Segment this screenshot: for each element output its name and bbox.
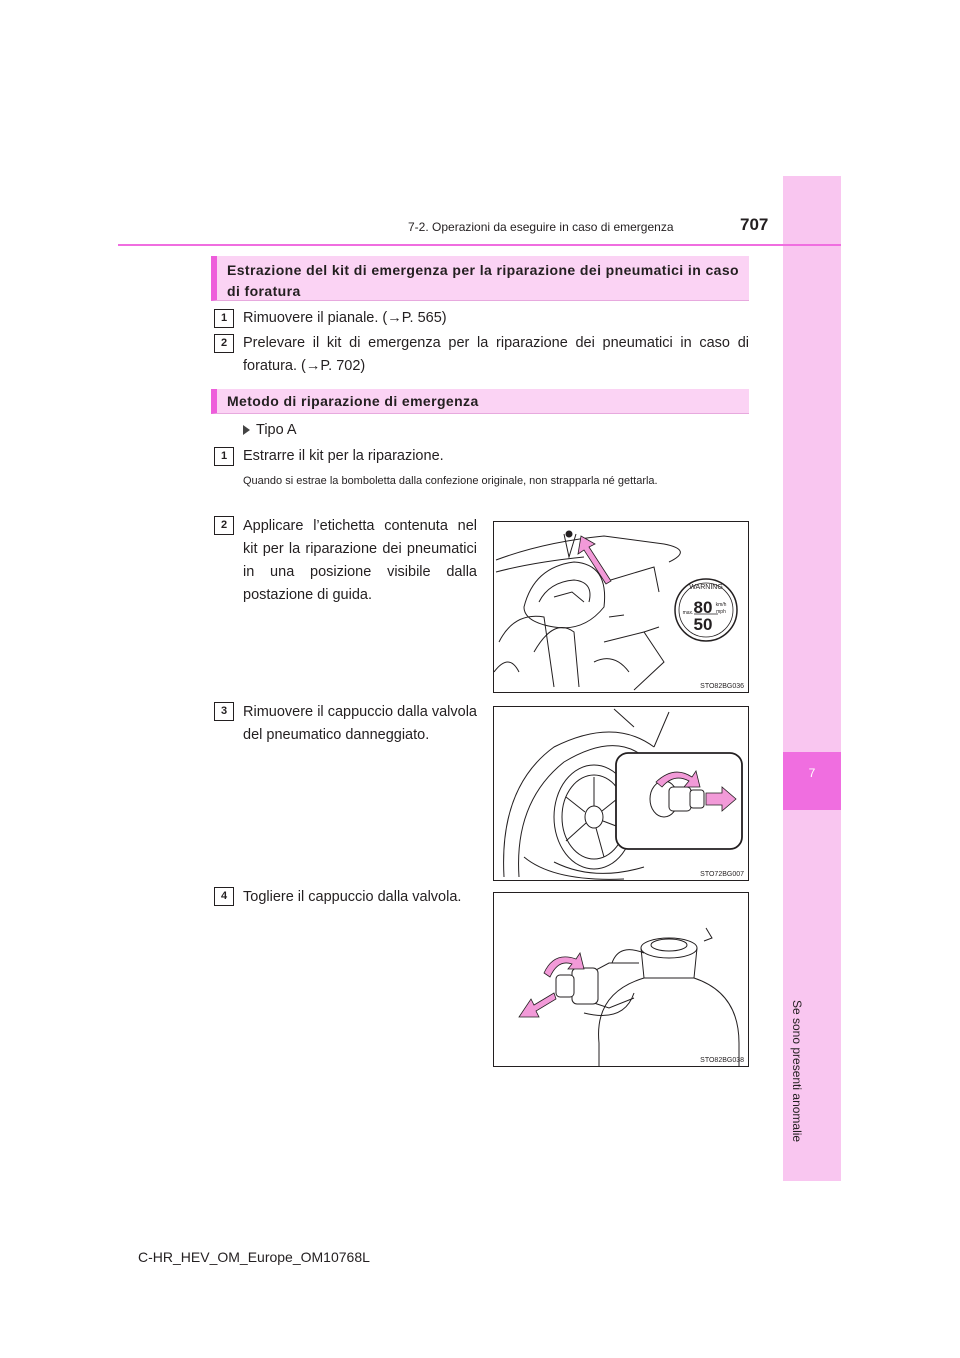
document-code: C-HR_HEV_OM_Europe_OM10768L <box>138 1249 370 1265</box>
sticker-max: max. <box>682 610 694 616</box>
triangle-bullet-icon <box>243 425 250 435</box>
figure-valve-cap-removal <box>493 706 749 881</box>
pull-arrow-icon <box>519 993 556 1017</box>
arrow-icon <box>578 536 611 584</box>
sticker-unit-bottom: mph <box>716 609 726 615</box>
step-text: Applicare l’etichetta contenuta nel kit per la riparazione dei pneumatici in una posizione visibile dalla postazione di guida. <box>243 518 477 603</box>
figure-code: STO82BG036 <box>700 683 744 690</box>
step-number: 2 <box>214 334 234 353</box>
type-label-text: Tipo A <box>256 422 297 438</box>
figure-code: STO72BG007 <box>700 871 744 878</box>
chapter-number: 7 <box>808 766 816 780</box>
car-interior-illustration <box>494 522 748 692</box>
step-number: 1 <box>214 309 234 328</box>
step-number: 3 <box>214 702 234 721</box>
section-heading-extraction: Estrazione del kit di emergenza per la riparazione dei pneumatici in caso di foratura <box>211 256 749 301</box>
sealant-bottle-illustration <box>494 893 748 1066</box>
step-text: Prelevare il kit di emergenza per la riparazione dei pneumatici in caso di foratura. (→P. 702) <box>243 335 749 374</box>
step-number: 4 <box>214 887 234 906</box>
sticker-speed-top: 80 <box>693 598 713 617</box>
section-heading-repair-method: Metodo di riparazione di emergenza <box>211 389 749 414</box>
sticker-speed-bottom: 50 <box>693 615 713 634</box>
section-header-title: 7-2. Operazioni da eseguire in caso di emergenza <box>408 220 674 234</box>
page-number: 707 <box>740 215 769 234</box>
figure-bottle-cap-removal <box>493 892 749 1067</box>
type-label <box>243 419 297 442</box>
sticker-unit-top: km/h <box>715 602 727 608</box>
header-rule <box>118 244 841 246</box>
step-text: Togliere il cappuccio dalla valvola. <box>243 889 462 905</box>
figure-code: STO82BG038 <box>700 1057 744 1064</box>
step-text: Rimuovere il pianale. (→P. 565) <box>243 310 447 326</box>
figure-label-placement <box>493 521 749 693</box>
chapter-label: Se sono presenti anomalie <box>790 1000 804 1143</box>
step-number: 2 <box>214 516 234 535</box>
step-number: 1 <box>214 447 234 466</box>
step-text: Estrarre il kit per la riparazione. <box>243 448 444 464</box>
sticker-warning: WARNING <box>689 584 723 591</box>
step-text: Rimuovere il cappuccio dalla valvola del pneumatico danneggiato. <box>243 704 477 743</box>
chapter-number-tab <box>783 752 841 810</box>
speed-label-sticker-icon <box>675 579 737 641</box>
step-note: Quando si estrae la bomboletta dalla confezione originale, non strapparla né gettarla. <box>243 475 658 487</box>
wheel-illustration <box>494 707 748 880</box>
